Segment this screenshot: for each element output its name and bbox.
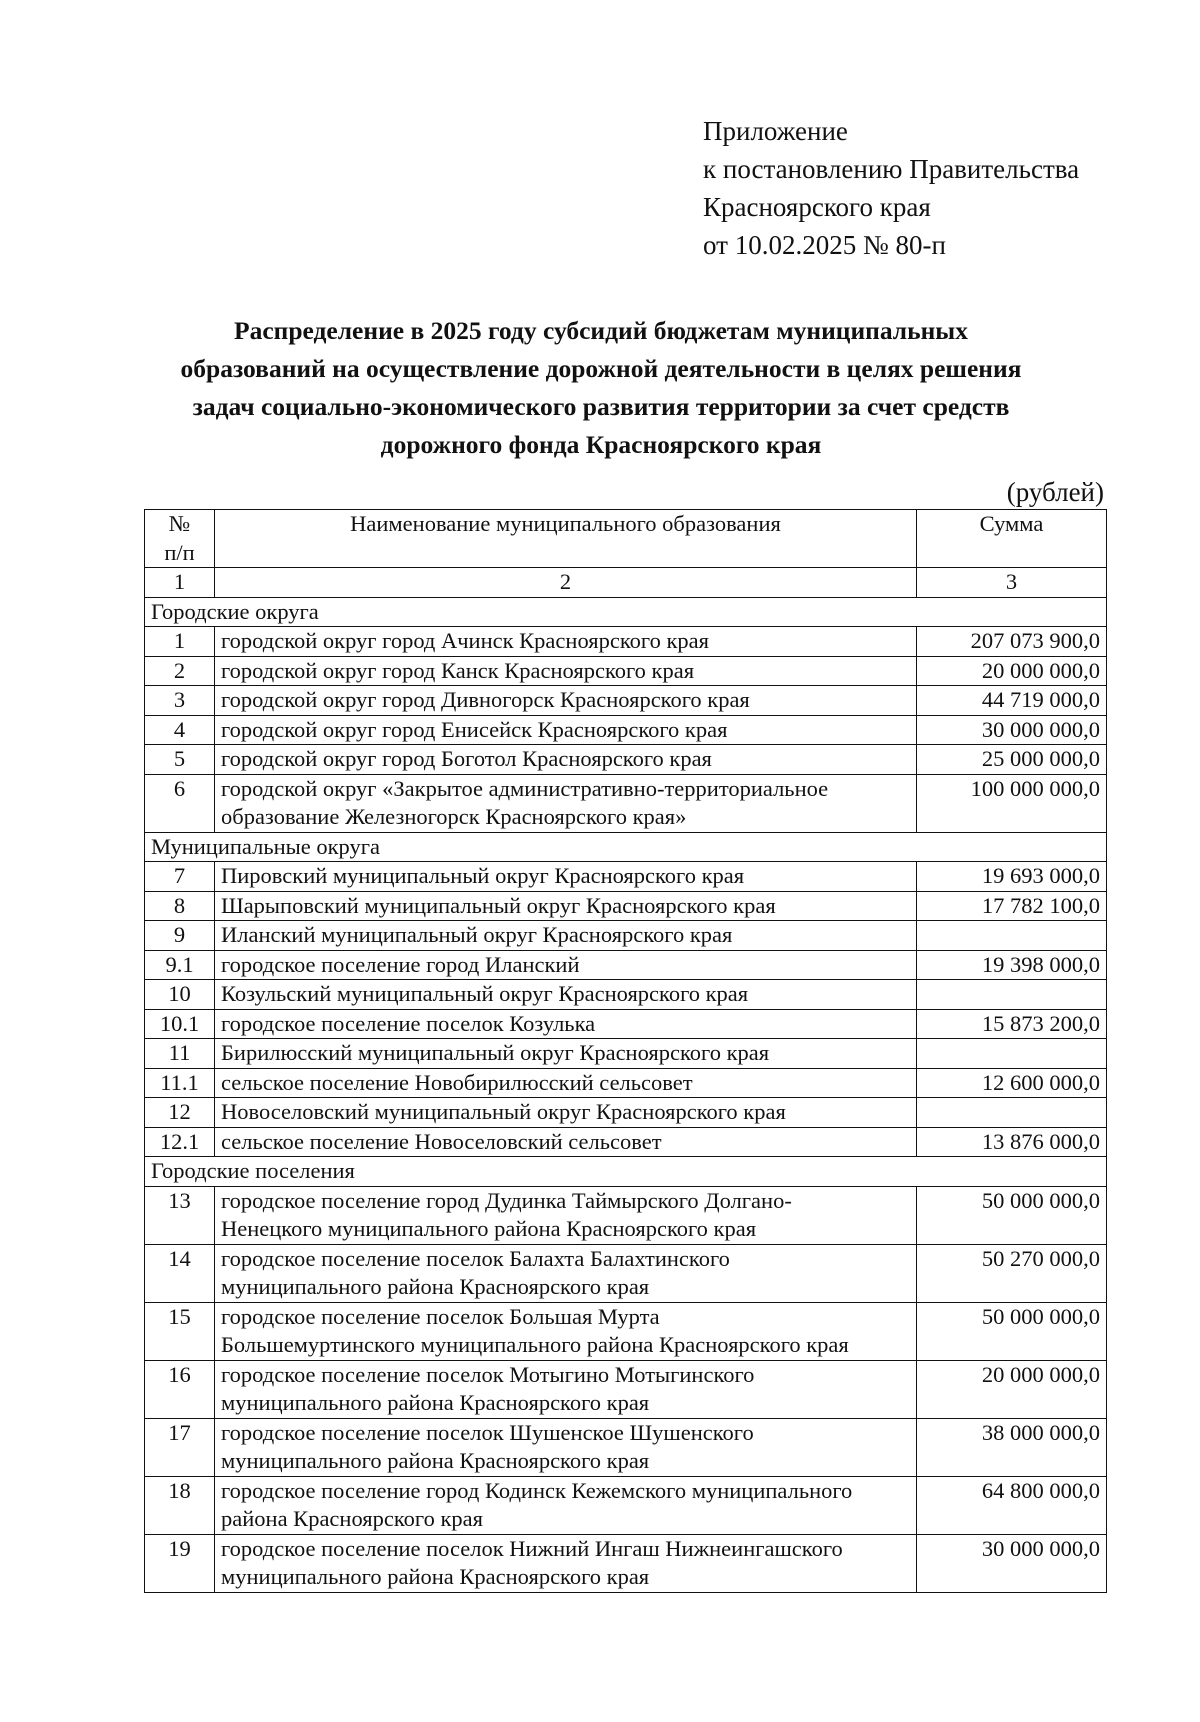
amount-cell: 64 800 000,0	[917, 1476, 1107, 1534]
row-number: 5	[145, 745, 215, 775]
table-row	[145, 745, 1107, 775]
municipality-name	[215, 745, 917, 775]
row-number: 12.1	[145, 1127, 215, 1157]
municipality-name-line: городской округ город Канск Красноярского края	[221, 657, 695, 683]
approval-line: Приложение	[703, 116, 848, 146]
table-row	[145, 980, 1107, 1010]
row-number: 11.1	[145, 1068, 215, 1098]
municipality-name	[215, 891, 917, 921]
municipality-name-line: городской округ город Ачинск Красноярского края	[221, 628, 709, 653]
section-row	[145, 832, 1107, 862]
amount-cell	[917, 1039, 1107, 1069]
column-number-cell: 3	[917, 568, 1107, 598]
row-number: 13	[145, 1186, 215, 1244]
header-num-symbol: №	[168, 511, 191, 536]
municipality-name	[215, 1009, 917, 1039]
municipality-name-line: Шарыповский муниципальный округ Красноярского края	[221, 892, 776, 918]
municipality-name-line: образование Железногорск Красноярского края»	[221, 804, 687, 829]
municipality-name-line: муниципального района Красноярского края	[221, 1564, 650, 1589]
municipality-name-line: муниципального района Красноярского края	[221, 1390, 650, 1415]
row-number: 9.1	[145, 950, 215, 980]
table-body	[145, 510, 1107, 1593]
row-number: 9	[145, 921, 215, 951]
municipality-name	[215, 1186, 917, 1244]
table-row	[145, 1127, 1107, 1157]
approval-line: к постановлению Правительства	[703, 154, 1080, 184]
table-row	[145, 1534, 1107, 1592]
document-title	[130, 312, 1072, 464]
municipality-name-line: городское поселение поселок Мотыгино Мотыгинского	[221, 1361, 755, 1387]
municipality-name-line: Ненецкого муниципального района Красноярского края	[221, 1216, 757, 1241]
municipality-name-line: Козульский муниципальный округ Красноярского края	[221, 981, 749, 1006]
row-number: 16	[145, 1360, 215, 1418]
amount-cell: 19 398 000,0	[917, 950, 1107, 980]
municipality-name-line: городской округ «Закрытое административно-территориальное	[221, 775, 829, 801]
municipality-name	[215, 656, 917, 686]
table-row	[145, 891, 1107, 921]
table-row	[145, 1302, 1107, 1360]
municipality-name	[215, 950, 917, 980]
municipality-name-line: муниципального района Красноярского края	[221, 1448, 650, 1473]
approval-line: Красноярского края	[703, 192, 931, 222]
row-number: 11	[145, 1039, 215, 1069]
amount-cell: 50 000 000,0	[917, 1186, 1107, 1244]
title-line: образований на осуществление дорожной деятельности в целях решения	[180, 354, 1022, 383]
row-number: 19	[145, 1534, 215, 1592]
municipality-name-line: городское поселение город Кодинск Кежемского муниципального	[221, 1477, 853, 1503]
amount-cell: 30 000 000,0	[917, 715, 1107, 745]
table-row	[145, 1418, 1107, 1476]
table-row	[145, 715, 1107, 745]
amount-cell: 20 000 000,0	[917, 656, 1107, 686]
row-number: 17	[145, 1418, 215, 1476]
municipality-name-line: Бирилюсский муниципальный округ Красноярского края	[221, 1040, 770, 1065]
column-number-row	[145, 568, 1107, 598]
municipality-name	[215, 1476, 917, 1534]
row-number: 18	[145, 1476, 215, 1534]
municipality-name	[215, 715, 917, 745]
municipality-name-line: городской округ город Енисейск Красноярского края	[221, 716, 728, 742]
municipality-name-line: сельское поселение Новоселовский сельсовет	[221, 1128, 662, 1154]
header-num-abbr: п/п	[164, 539, 195, 565]
municipality-name	[215, 1534, 917, 1592]
municipality-name-line: городское поселение город Дудинка Таймырского Долгано-	[221, 1187, 792, 1213]
table-row	[145, 1098, 1107, 1128]
amount-cell: 13 876 000,0	[917, 1127, 1107, 1157]
table-row	[145, 1244, 1107, 1302]
amount-cell	[917, 980, 1107, 1010]
municipality-name-line: Новоселовский муниципальный округ Красноярского края	[221, 1099, 786, 1124]
header-amount-cell: Сумма	[917, 510, 1107, 568]
subsidy-table	[144, 509, 1107, 1593]
municipality-name-line: района Красноярского края	[221, 1506, 483, 1531]
section-title: Муниципальные округа	[145, 832, 1107, 862]
amount-cell: 44 719 000,0	[917, 686, 1107, 716]
municipality-name-line: городской округ город Дивногорск Красноярского края	[221, 687, 750, 712]
section-row	[145, 1157, 1107, 1187]
table-row	[145, 1360, 1107, 1418]
table-row	[145, 1186, 1107, 1244]
municipality-name	[215, 980, 917, 1010]
row-number: 1	[145, 627, 215, 657]
amount-cell: 30 000 000,0	[917, 1534, 1107, 1592]
municipality-name-line: городское поселение город Иланский	[221, 951, 580, 977]
header-num-cell	[145, 510, 215, 568]
title-line: дорожного фонда Красноярского края	[380, 430, 822, 459]
row-number: 10.1	[145, 1009, 215, 1039]
municipality-name-line: Большемуртинского муниципального района Красноярского края	[221, 1332, 849, 1357]
row-number: 6	[145, 774, 215, 832]
amount-cell: 12 600 000,0	[917, 1068, 1107, 1098]
column-number-cell: 1	[145, 568, 215, 598]
amount-cell: 100 000 000,0	[917, 774, 1107, 832]
municipality-name	[215, 774, 917, 832]
municipality-name	[215, 1127, 917, 1157]
row-number: 3	[145, 686, 215, 716]
units-label: (рублей)	[1006, 477, 1104, 507]
municipality-name	[215, 1418, 917, 1476]
header-name-cell: Наименование муниципального образования	[215, 510, 917, 568]
table-row	[145, 862, 1107, 892]
amount-cell: 50 000 000,0	[917, 1302, 1107, 1360]
row-number: 8	[145, 891, 215, 921]
amount-cell	[917, 921, 1107, 951]
amount-cell: 17 782 100,0	[917, 891, 1107, 921]
municipality-name	[215, 1360, 917, 1418]
municipality-name-line: муниципального района Красноярского края	[221, 1274, 650, 1299]
amount-cell: 50 270 000,0	[917, 1244, 1107, 1302]
table-row	[145, 656, 1107, 686]
municipality-name	[215, 1302, 917, 1360]
approval-date-line: от 10.02.2025 № 80-п	[703, 230, 946, 260]
header-row	[145, 510, 1107, 568]
amount-cell: 15 873 200,0	[917, 1009, 1107, 1039]
table-row	[145, 774, 1107, 832]
amount-cell: 207 073 900,0	[917, 627, 1107, 657]
municipality-name	[215, 1039, 917, 1069]
amount-cell: 38 000 000,0	[917, 1418, 1107, 1476]
table-row	[145, 1068, 1107, 1098]
row-number: 10	[145, 980, 215, 1010]
table-row	[145, 1039, 1107, 1069]
municipality-name	[215, 1244, 917, 1302]
municipality-name	[215, 1098, 917, 1128]
row-number: 4	[145, 715, 215, 745]
approval-block	[703, 112, 1079, 264]
amount-cell	[917, 1098, 1107, 1128]
municipality-name	[215, 921, 917, 951]
municipality-name	[215, 1068, 917, 1098]
municipality-name-line: Иланский муниципальный округ Красноярского края	[221, 922, 733, 947]
column-number-cell: 2	[215, 568, 917, 598]
row-number: 12	[145, 1098, 215, 1128]
municipality-name-line: городской округ город Боготол Красноярского края	[221, 746, 712, 771]
row-number: 7	[145, 862, 215, 892]
municipality-name	[215, 686, 917, 716]
municipality-name	[215, 627, 917, 657]
section-row	[145, 597, 1107, 627]
title-line: задач социально-экономического развития территории за счет средств	[192, 392, 1010, 421]
municipality-name-line: Пировский муниципальный округ Красноярского края	[221, 863, 745, 888]
municipality-name-line: городское поселение поселок Козулька	[221, 1010, 596, 1036]
row-number: 2	[145, 656, 215, 686]
municipality-name-line: сельское поселение Новобирилюсский сельсовет	[221, 1069, 693, 1095]
row-number: 15	[145, 1302, 215, 1360]
section-title: Городские округа	[145, 597, 1107, 627]
title-line: Распределение в 2025 году субсидий бюджетам муниципальных	[234, 316, 968, 345]
row-number: 14	[145, 1244, 215, 1302]
municipality-name-line: городское поселение поселок Нижний Ингаш Нижнеингашского	[221, 1535, 843, 1561]
table-row	[145, 686, 1107, 716]
municipality-name	[215, 862, 917, 892]
section-title: Городские поселения	[145, 1157, 1107, 1187]
municipality-name-line: городское поселение поселок Балахта Балахтинского	[221, 1245, 730, 1271]
municipality-name-line: городское поселение поселок Большая Мурта	[221, 1303, 660, 1329]
table-row	[145, 1009, 1107, 1039]
table-row	[145, 950, 1107, 980]
amount-cell: 20 000 000,0	[917, 1360, 1107, 1418]
table-row	[145, 627, 1107, 657]
table-row	[145, 1476, 1107, 1534]
amount-cell: 19 693 000,0	[917, 862, 1107, 892]
municipality-name-line: городское поселение поселок Шушенское Шушенского	[221, 1419, 754, 1445]
table-row	[145, 921, 1107, 951]
amount-cell: 25 000 000,0	[917, 745, 1107, 775]
